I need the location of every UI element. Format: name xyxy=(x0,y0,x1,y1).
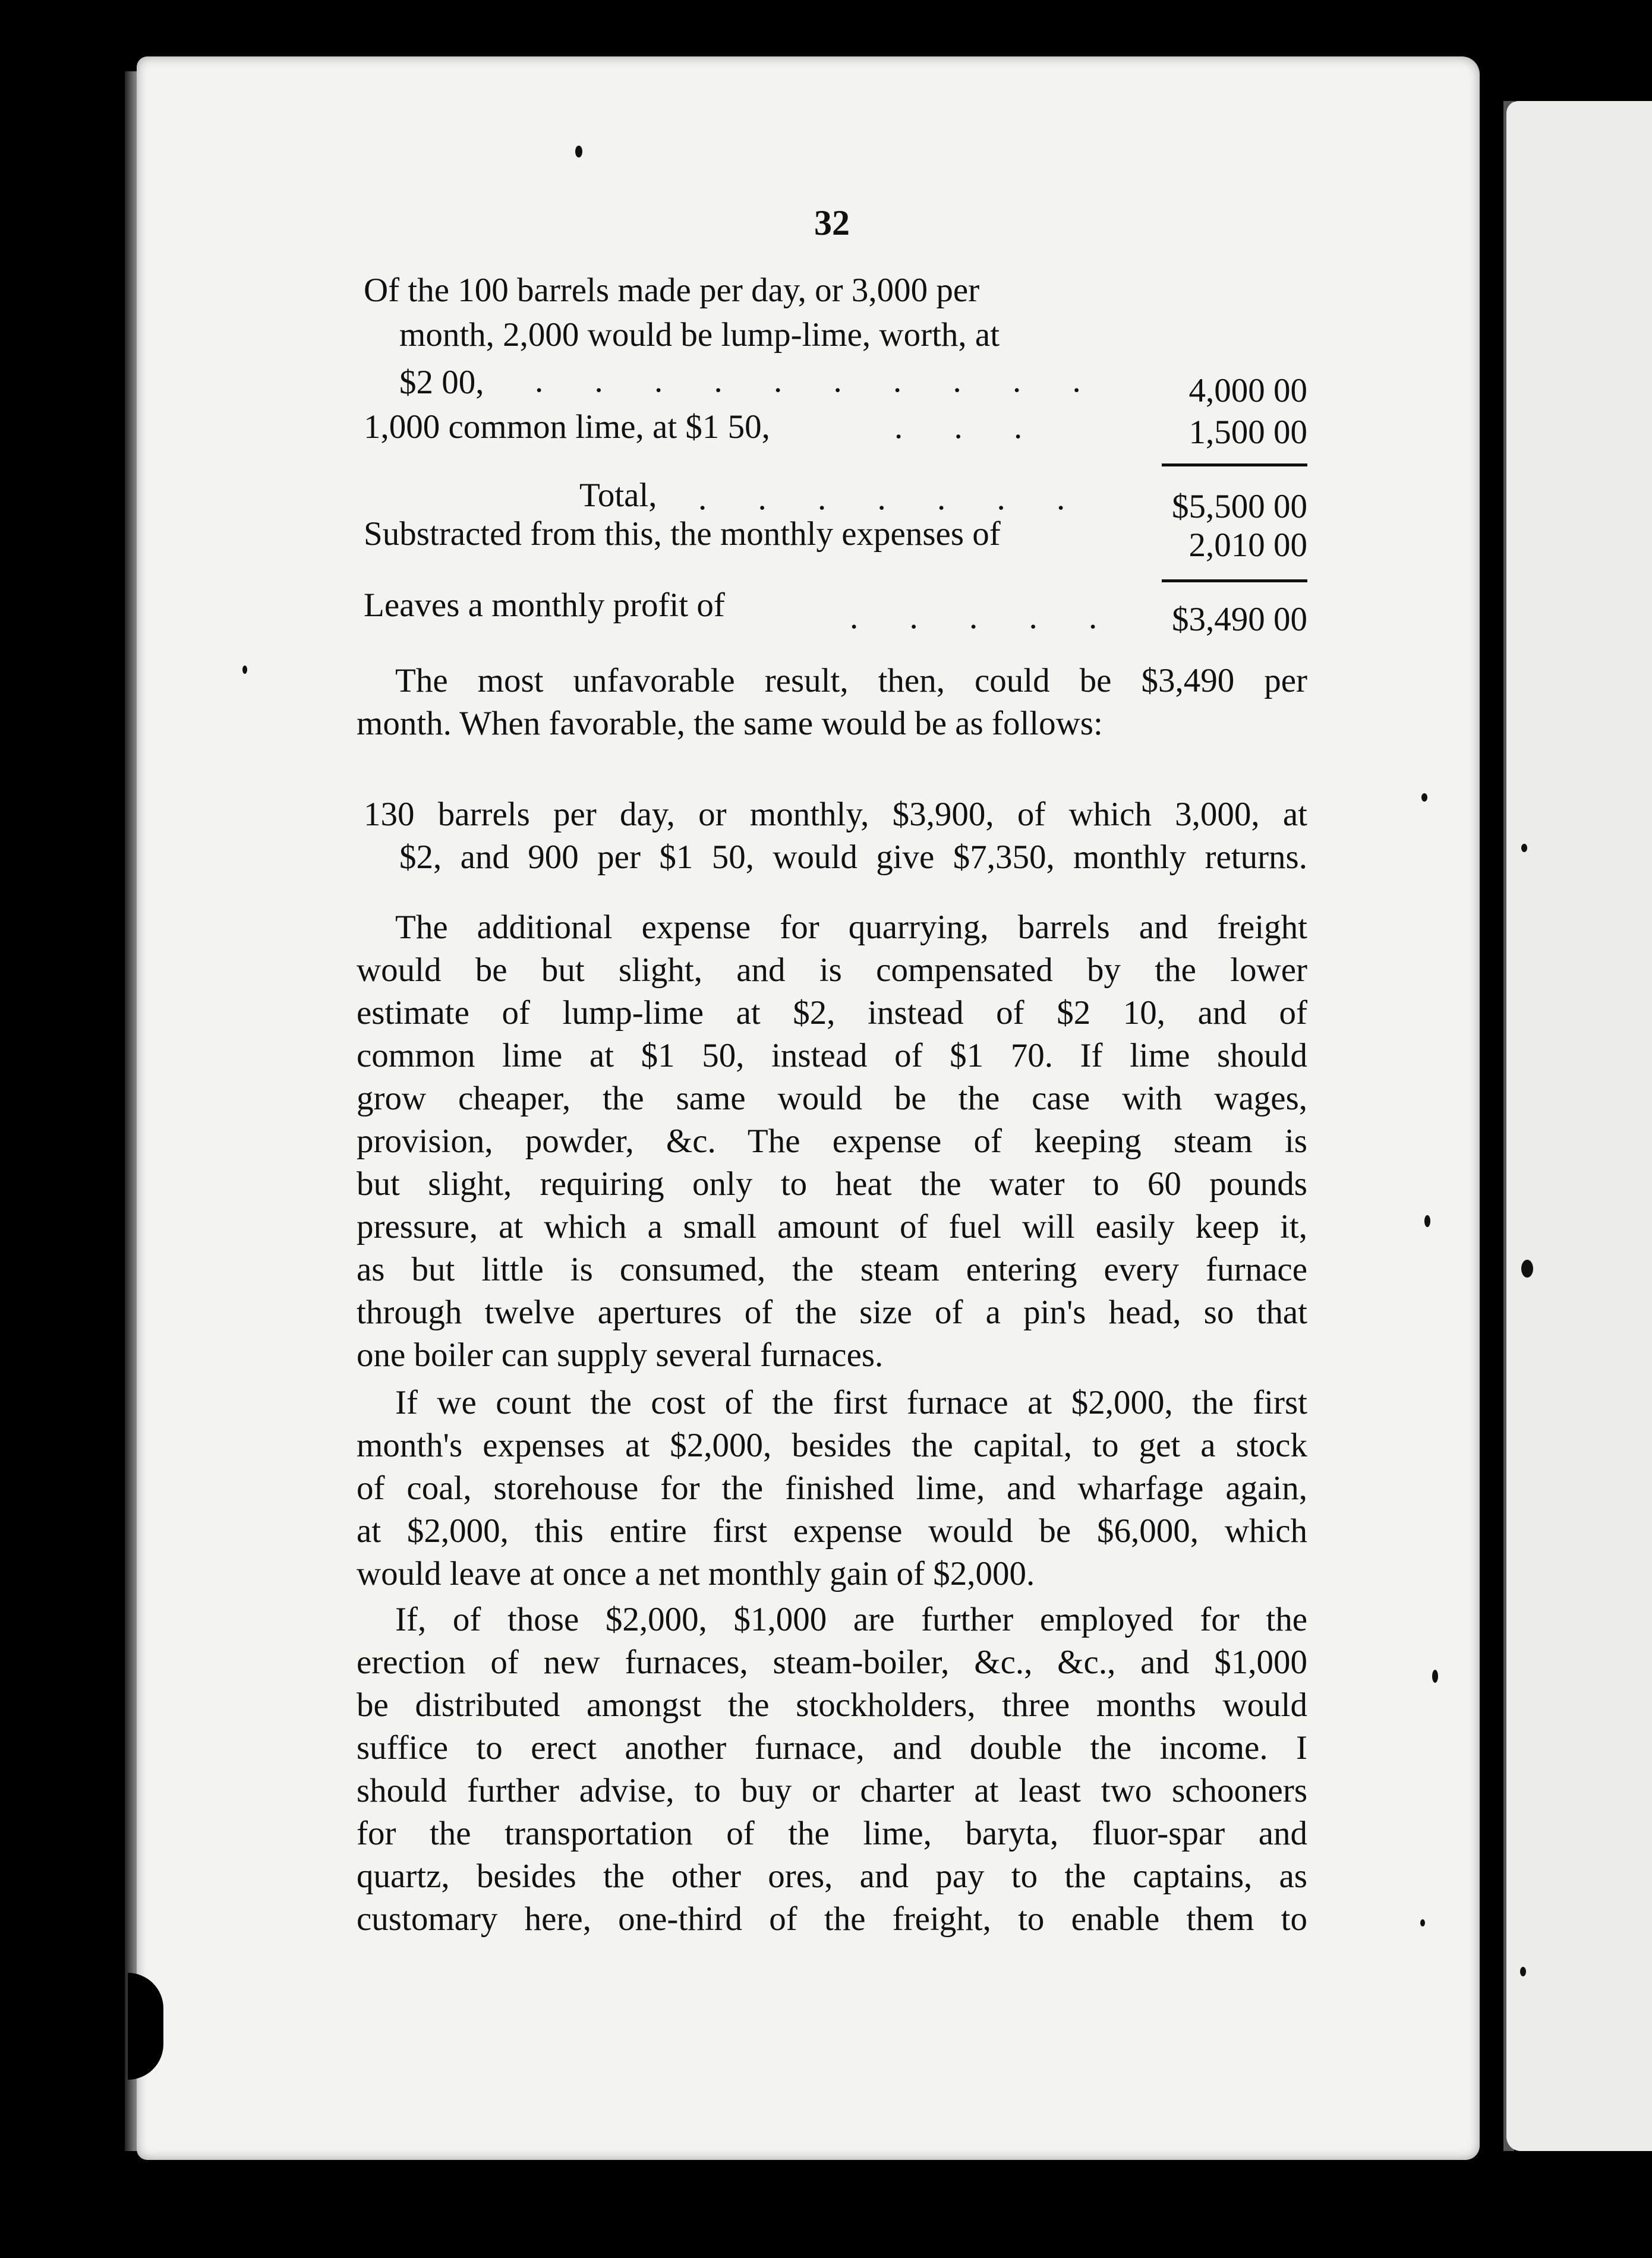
adjacent-page xyxy=(1506,101,1652,2151)
ledger-intro-line-2: month, 2,000 would be lump-lime, worth, at xyxy=(399,316,1000,354)
paragraph-line: one boiler can supply several furnaces. xyxy=(357,1336,884,1374)
ledger-total-label: Total, xyxy=(579,477,657,514)
paragraph-line: month's expenses at $2,000, besides the capital, to get a stock xyxy=(357,1427,1307,1464)
paragraph-line: should further advise, to buy or charter at least two schooners xyxy=(357,1772,1307,1809)
paragraph-line: The most unfavorable result, then, could be $3,490 per xyxy=(395,662,1307,699)
ledger-subtract-value: 2,010 00 xyxy=(1188,526,1307,564)
paragraph-line: customary here, one-third of the freight, to enable them to xyxy=(357,1900,1307,1938)
ledger-profit-dots: . . . . . xyxy=(850,598,1119,636)
paragraph-line: $2, and 900 per $1 50, would give $7,350, monthly returns. xyxy=(399,838,1307,876)
paragraph-line: for the transportation of the lime, baryta, fluor-spar and xyxy=(357,1815,1307,1852)
page-number: 32 xyxy=(814,203,850,242)
ledger-item2-label: 1,000 common lime, at $1 50, xyxy=(364,408,770,446)
ledger-item2-value: 1,500 00 xyxy=(1188,414,1307,451)
ledger-total-dots: . . . . . . . xyxy=(698,480,1087,517)
paragraph-line: quartz, besides the other ores, and pay to the captains, as xyxy=(357,1858,1307,1895)
speck xyxy=(1421,793,1427,802)
paragraph-1 xyxy=(357,660,1307,745)
speck xyxy=(1521,844,1527,852)
ledger-item1-label: $2 00, xyxy=(399,364,484,401)
paragraph-line: of coal, storehouse for the finished lime, and wharfage again, xyxy=(357,1469,1307,1507)
speck xyxy=(1432,1670,1438,1683)
paragraph-line: suffice to erect another furnace, and double the income. I xyxy=(357,1729,1307,1767)
paragraph-line: If, of those $2,000, $1,000 are further employed for the xyxy=(395,1601,1307,1638)
paragraph-3 xyxy=(357,906,1307,1377)
paragraph-line: as but little is consumed, the steam entering every furnace xyxy=(357,1251,1307,1288)
paragraph-line: would be but slight, and is compensated by the lower xyxy=(357,951,1307,989)
ledger-profit-value: $3,490 00 xyxy=(1172,601,1307,638)
ledger-item1-value: 4,000 00 xyxy=(1188,372,1307,409)
paragraph-line: The additional expense for quarrying, barrels and freight xyxy=(395,909,1307,946)
ledger-rule-1 xyxy=(1162,463,1307,466)
paragraph-line: pressure, at which a small amount of fuel will easily keep it, xyxy=(357,1208,1307,1245)
ledger-rule-2 xyxy=(1162,579,1307,582)
ledger-item2-dots: . . . xyxy=(894,408,1044,446)
paragraph-line: would leave at once a net monthly gain of $2,000. xyxy=(357,1555,1035,1592)
paragraph-5 xyxy=(357,1598,1307,1941)
paragraph-line: month. When favorable, the same would be as follows: xyxy=(357,705,1103,742)
paragraph-line: be distributed amongst the stockholders, three months would xyxy=(357,1686,1307,1724)
paragraph-line: If we count the cost of the first furnace at $2,000, the first xyxy=(395,1384,1307,1421)
ledger-subtract-label: Substracted from this, the monthly expenses of xyxy=(364,515,1001,553)
paragraph-line: provision, powder, &c. The expense of keeping steam is xyxy=(357,1122,1307,1160)
speck xyxy=(242,666,247,674)
speck xyxy=(1420,1919,1425,1926)
ledger-profit-label: Leaves a monthly profit of xyxy=(364,586,725,624)
paragraph-line: 130 barrels per day, or monthly, $3,900, of which 3,000, at xyxy=(364,796,1307,833)
speck xyxy=(1520,1967,1526,1976)
paragraph-line: but slight, requiring only to heat the water to 60 pounds xyxy=(357,1165,1307,1203)
paragraph-line: erection of new furnaces, steam-boiler, &c., &c., and $1,000 xyxy=(357,1644,1307,1681)
paragraph-line: at $2,000, this entire first expense would be $6,000, which xyxy=(357,1512,1307,1550)
paragraph-4 xyxy=(357,1382,1307,1595)
ledger-item1-dots: . . . . . . . . . . xyxy=(535,362,1102,399)
speck xyxy=(1521,1260,1533,1278)
ledger-intro-line-1: Of the 100 barrels made per day, or 3,000 per xyxy=(364,272,980,309)
paragraph-line: grow cheaper, the same would be the case with wages, xyxy=(357,1080,1307,1117)
speck xyxy=(575,146,582,157)
paragraph-line: common lime at $1 50, instead of $1 70. If lime should xyxy=(357,1037,1307,1074)
speck xyxy=(1424,1215,1430,1227)
paragraph-2 xyxy=(357,793,1307,879)
paragraph-line: estimate of lump-lime at $2, instead of $2 10, and of xyxy=(357,994,1307,1032)
paragraph-line: through twelve apertures of the size of a pin's head, so that xyxy=(357,1294,1307,1331)
ledger-total-value: $5,500 00 xyxy=(1172,488,1307,525)
